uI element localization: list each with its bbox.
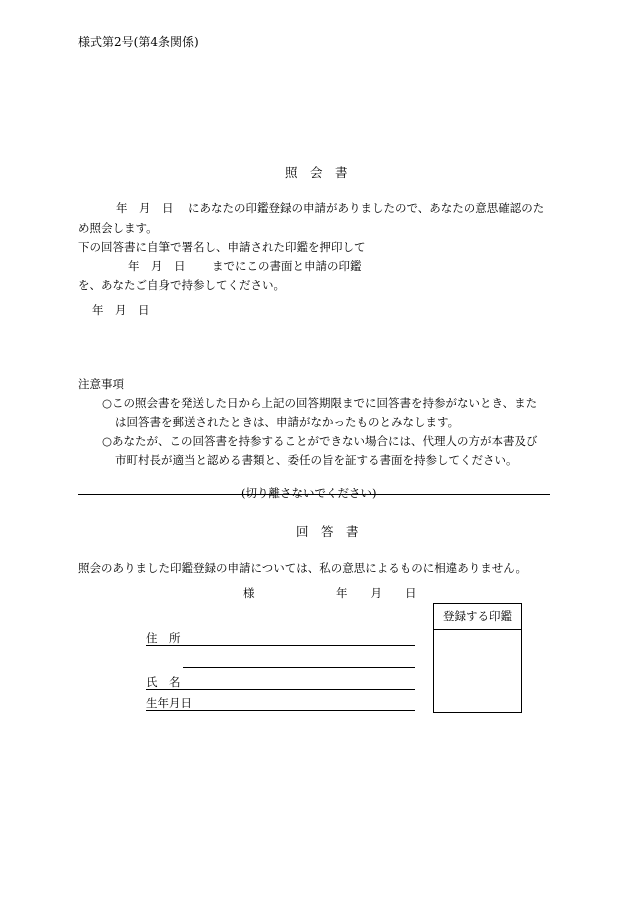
- inquiry-text-line-4: までにこの書面と申請の印鑑: [212, 259, 362, 273]
- inquiry-text-line-1: にあなたの印鑑登録の申請がありましたので、あなたの意思確認のた: [188, 201, 545, 215]
- note-item-1-line-1: ○この照会書を発送した日から上記の回答期限までに回答書を持参がないとき、また: [102, 396, 538, 410]
- birthdate-label: 生年月日: [146, 696, 192, 710]
- reply-date: 年 月 日: [336, 586, 417, 600]
- address-label: 住 所: [146, 631, 181, 645]
- notes-heading: 注意事項: [78, 377, 124, 391]
- inquiry-text-line-2: め照会します。: [78, 221, 158, 235]
- inquiry-title: 照 会 書: [285, 165, 348, 180]
- issue-date: 年 月 日: [92, 303, 150, 317]
- reply-statement: 照会のありました印鑑登録の申請については、私の意思によるものに相違ありません。: [78, 561, 527, 575]
- inquiry-text-line-3: 下の回答書に自筆で署名し、申請された印鑑を押印して: [78, 240, 366, 254]
- name-line: [146, 689, 415, 690]
- seal-box: [433, 603, 522, 713]
- cut-line-label: (切り離さないでください): [241, 486, 377, 500]
- addressee-suffix: 様: [243, 586, 255, 600]
- reply-deadline-date: 年 月 日: [128, 259, 186, 273]
- inquiry-date-1: 年 月 日: [116, 201, 174, 215]
- address-line-1: [146, 645, 415, 646]
- form-number: 様式第2号(第4条関係): [78, 35, 199, 49]
- birthdate-line: [146, 710, 415, 711]
- inquiry-text-line-5: を、あなたご自身で持参してください。: [78, 278, 285, 292]
- note-item-2-line-1: ○あなたが、この回答書を持参することができない場合には、代理人の方が本書及び: [102, 434, 538, 448]
- address-line-2: [183, 667, 415, 668]
- reply-title: 回 答 書: [296, 524, 359, 539]
- name-label: 氏 名: [146, 675, 181, 689]
- note-item-2-line-2: 市町村長が適当と認める書類と、委任の旨を証する書面を持参してください。: [115, 453, 518, 467]
- note-item-1-line-2: は回答書を郵送されたときは、申請がなかったものとみなします。: [115, 415, 460, 429]
- seal-box-label: 登録する印鑑: [434, 604, 521, 630]
